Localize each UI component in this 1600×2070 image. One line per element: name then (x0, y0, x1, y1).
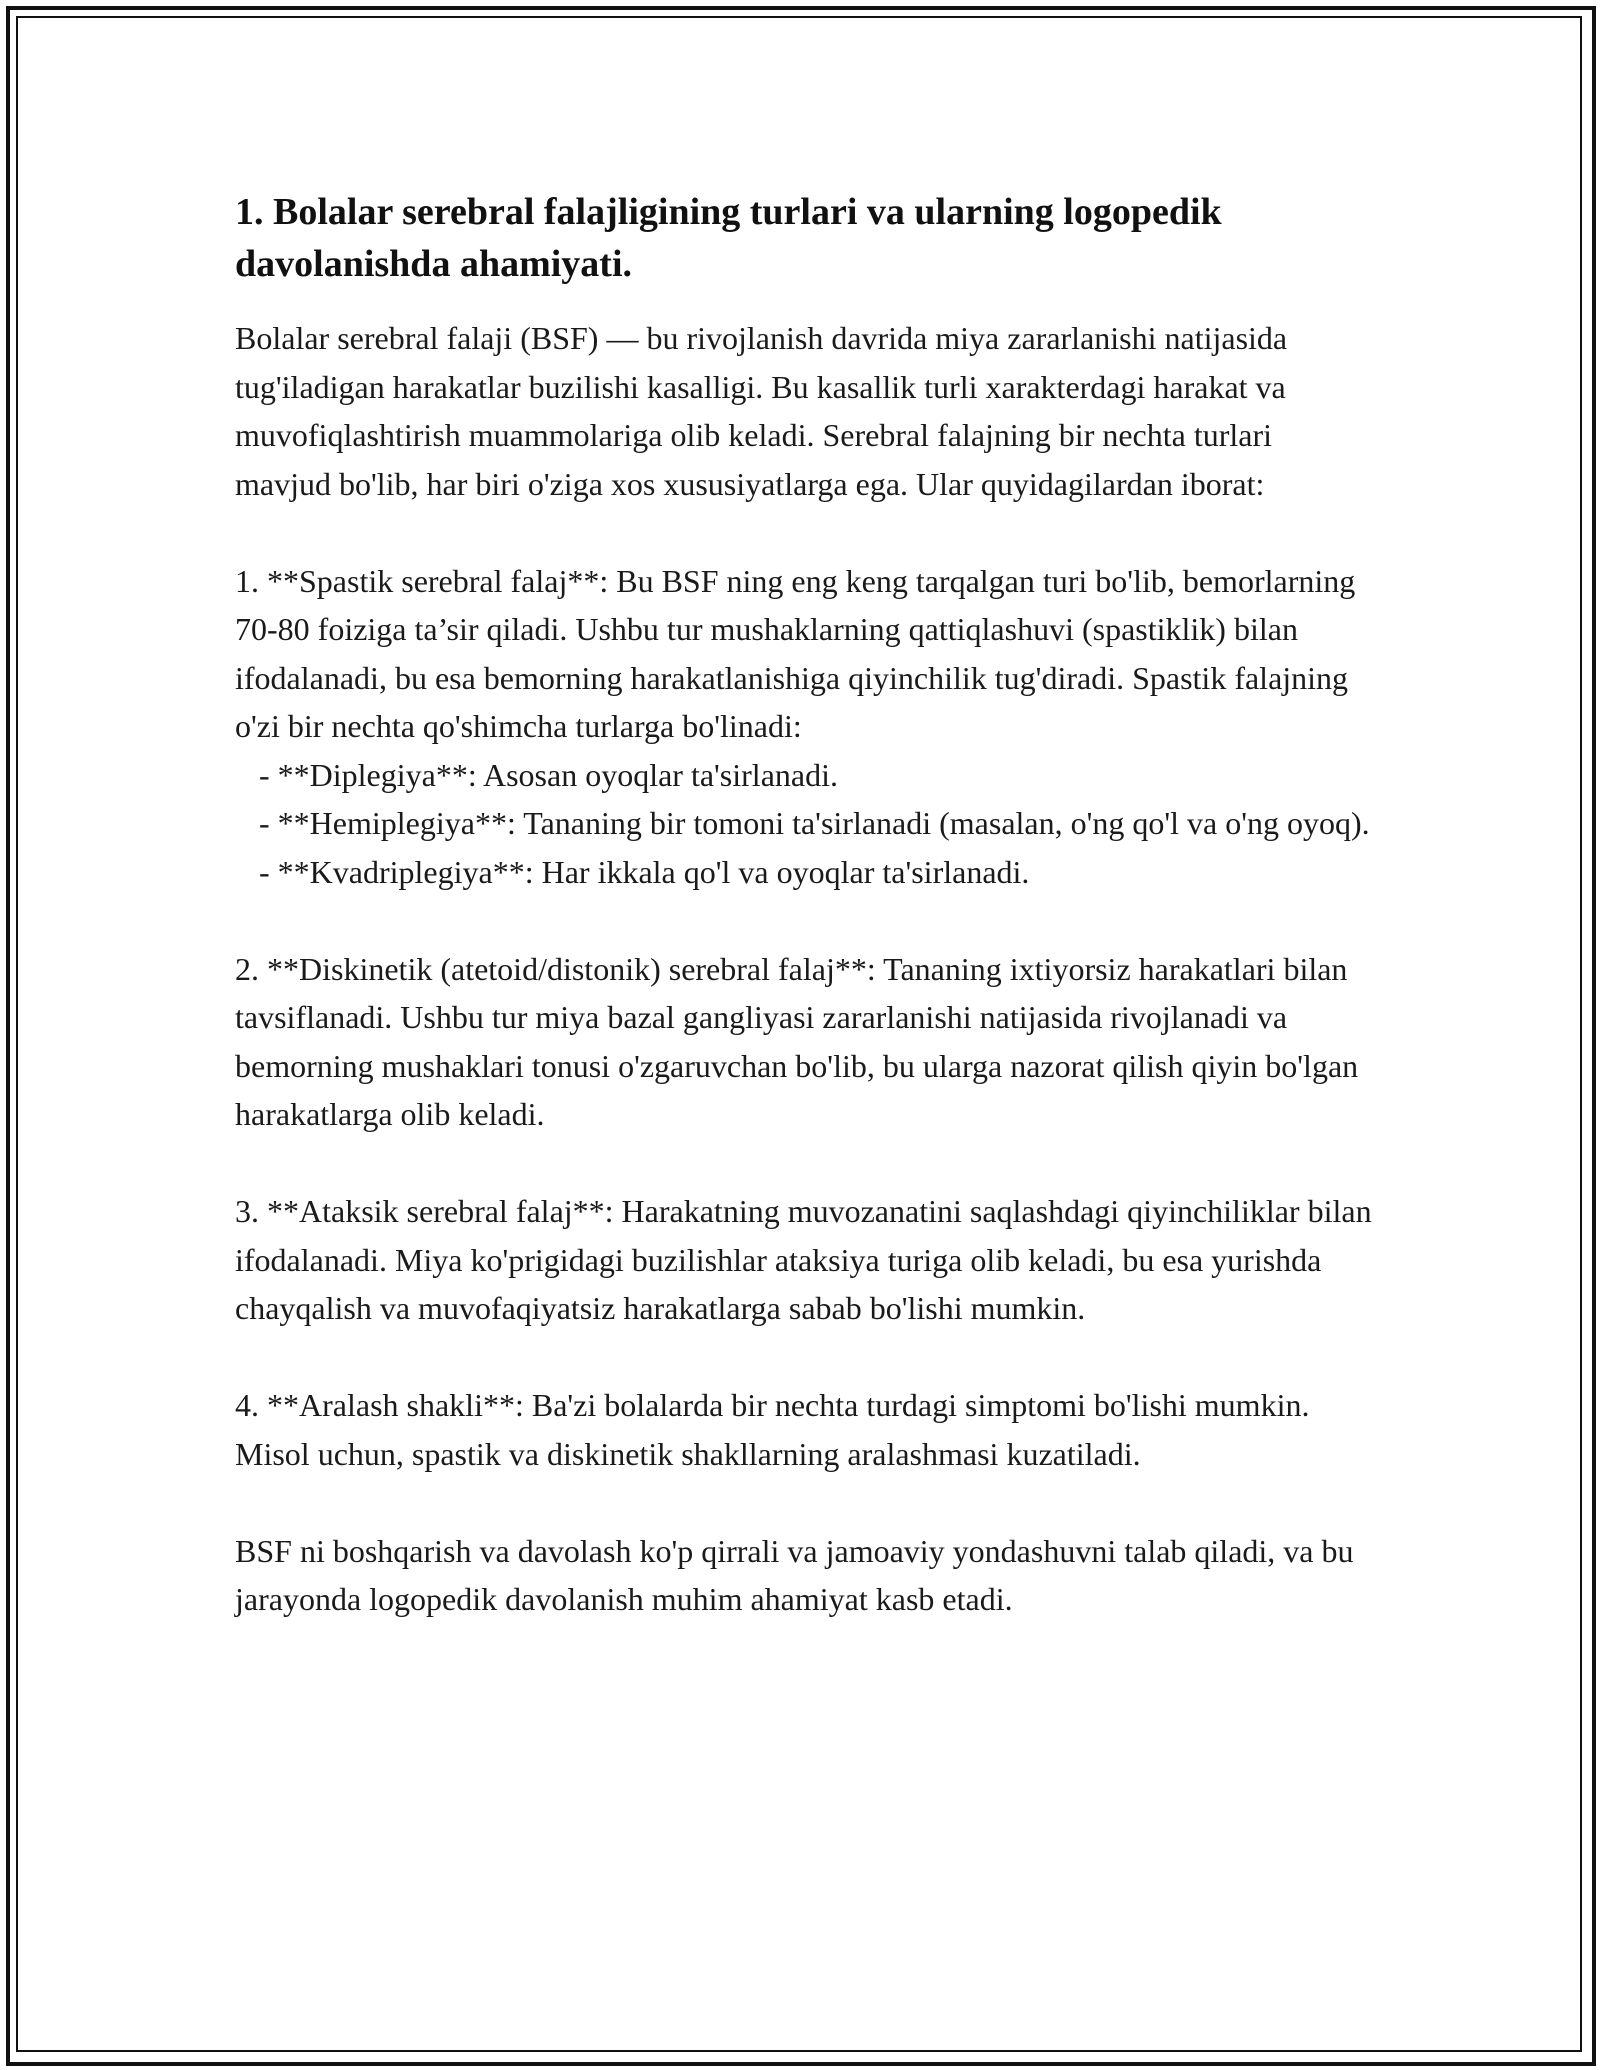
paragraph-gap (235, 896, 1375, 945)
paragraph-gap (235, 1333, 1375, 1382)
list-item-ataxic: 3. **Ataksik serebral falaj**: Harakatning muvozanatini saqlashdagi qiyinchiliklar bilan ifodalanadi. Miya ko'prigidagi buzilishlar ataksiya turiga olib keladi, bu esa yurishda chayqalish va muvofaqiyatsiz harakatlarga sabab bo'lishi mumkin. (235, 1193, 1380, 1326)
list-item-mixed: 4. **Aralash shakli**: Ba'zi bolalarda bir nechta turdagi simptomi bo'lishi mumkin. Misol uchun, spastik va diskinetik shakllarning aralashmasi kuzatiladi. (235, 1387, 1318, 1472)
intro-paragraph: Bolalar serebral falaji (BSF) — bu rivojlanish davrida miya zararlanishi natijasida tug'iladigan harakatlar buzilishi kasalligi. Bu kasallik turli xarakterdagi harakat va muvofiqlashtirish muammolariga olib keladi. Serebral falajning bir nechta turlari mavjud bo'lib, har biri o'ziga xos xususiyatlarga ega. Ular quyidagilardan iborat: (235, 320, 1296, 502)
document-title: 1. Bolalar serebral falajligining turlari va ularning logopedik davolanishda ahamiyati. (235, 191, 1222, 285)
paragraph-gap (235, 508, 1375, 557)
conclusion-paragraph: BSF ni boshqarish va davolash ko'p qirrali va jamoaviy yondashuvni talab qiladi, va bu jarayonda logopedik davolanish muhim ahamiyat kasb etadi. (235, 1532, 1362, 1617)
sub-item-quadriplegia: - **Kvadriplegiya**: Har ikkala qo'l va oyoqlar ta'sirlanadi. (235, 853, 1030, 890)
list-item-dyskinetic: 2. **Diskinetik (atetoid/distonik) serebral falaj**: Tananing ixtiyorsiz harakatlari bilan tavsiflanadi. Ushbu tur miya bazal gangliyasi zararlanishi natijasida rivojlanadi va bemorning mushaklari tonusi o'zgaruvchan bo'lib, bu ularga nazorat qilish qiyin bo'lgan harakatlarga olib keladi. (235, 950, 1367, 1132)
sub-item-diplegia: - **Diplegiya**: Asosan oyoqlar ta'sirlanadi. (235, 756, 838, 793)
paragraph-gap (235, 1478, 1375, 1527)
sub-item-hemiplegia: - **Hemiplegiya**: Tananing bir tomoni ta'sirlanadi (masalan, o'ng qo'l va o'ng oyoq). (235, 805, 1370, 841)
document-body (235, 186, 1380, 1624)
list-item-spastic: 1. **Spastik serebral falaj**: Bu BSF ning eng keng tarqalgan turi bo'lib, bemorlarning 70-80 foiziga ta’sir qiladi. Ushbu tur mushaklarning qattiqlashuvi (spastiklik) bilan ifodalanadi, bu esa bemorning harakatlanishiga qiyinchilik tug'diradi. Spastik falajning o'zi bir nechta qo'shimcha turlarga bo'linadi: (235, 562, 1364, 744)
paragraph-gap (235, 1139, 1375, 1188)
